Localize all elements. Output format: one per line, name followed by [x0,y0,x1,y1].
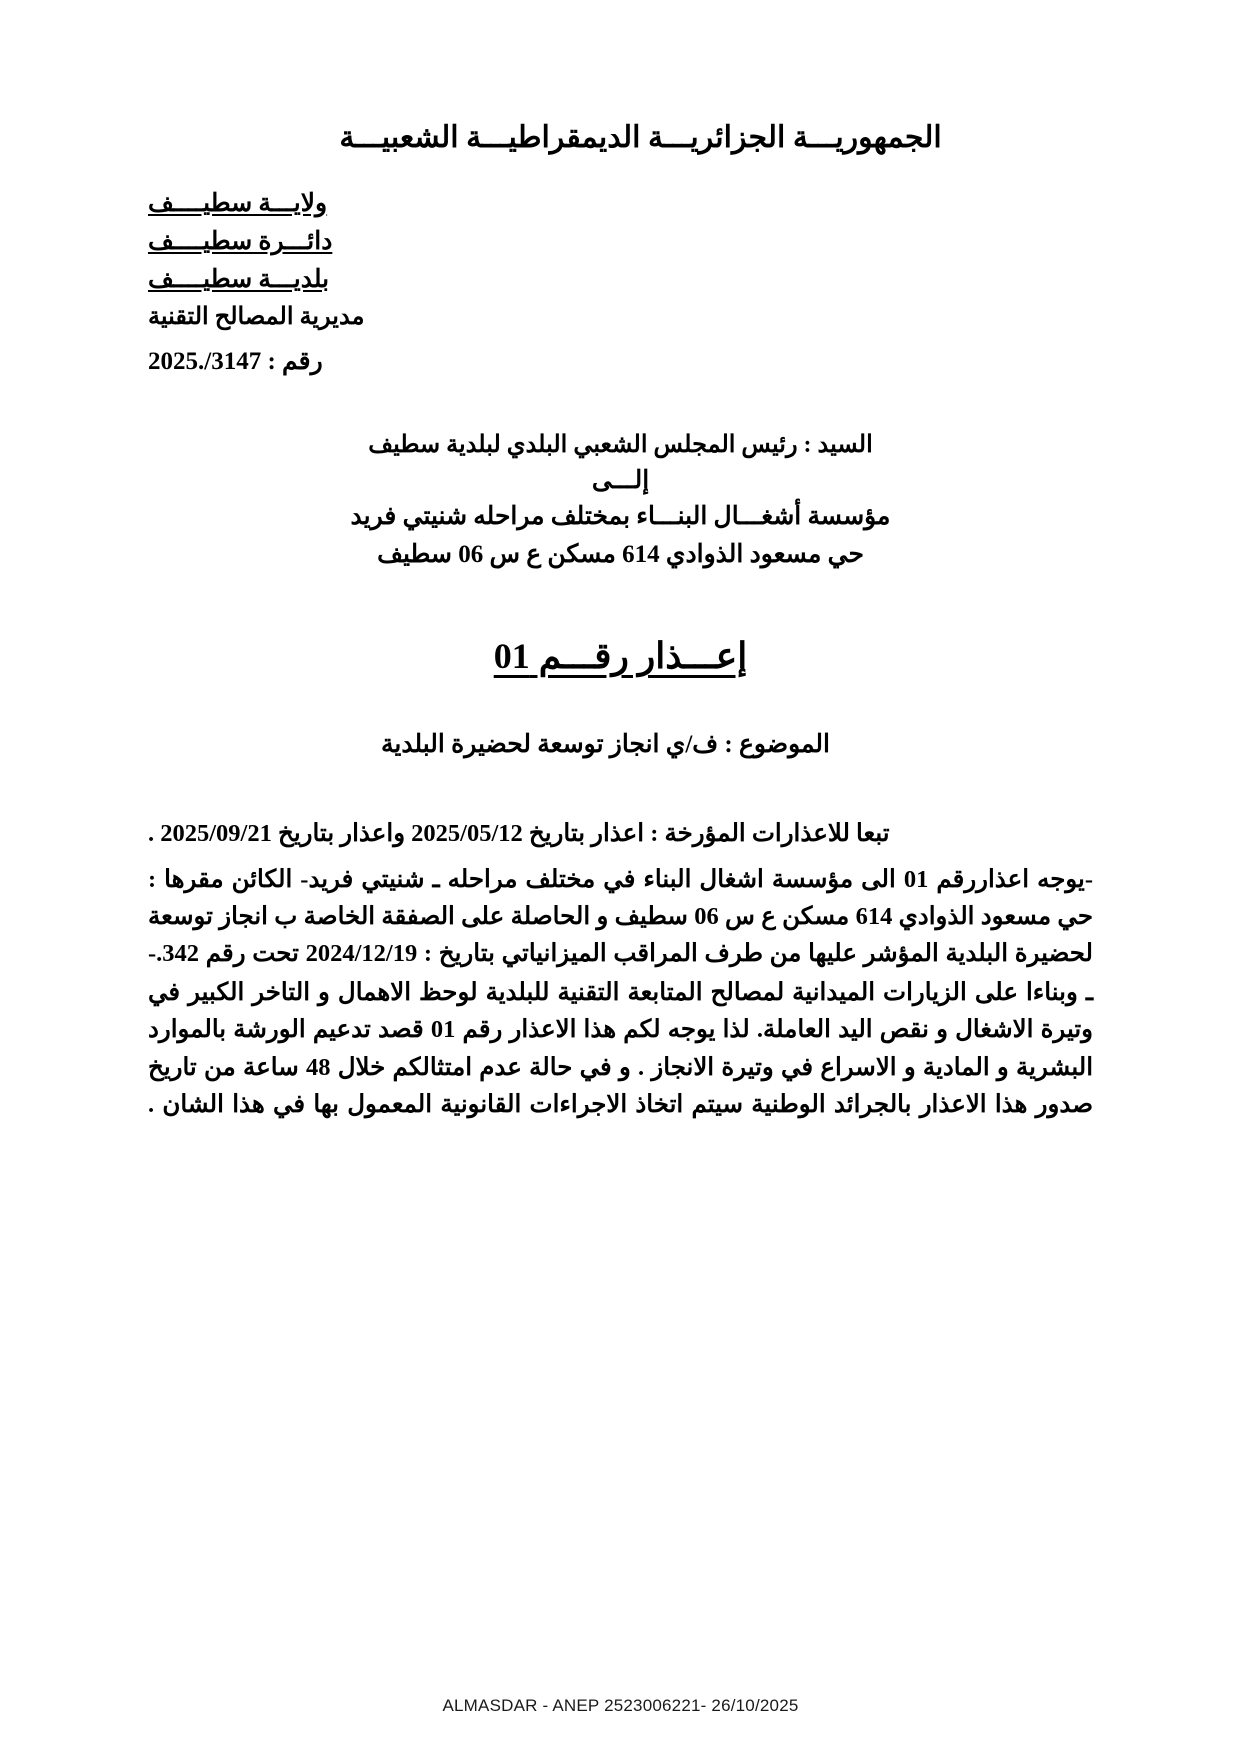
daira-line: دائـــرة سطيــــف [148,227,333,255]
to-word: إلـــى [591,467,650,495]
wilaya-line: ولايـــة سطيــــف [148,189,328,217]
document-title-text: إعـــذار رقـــم 01 [493,636,748,677]
body-paragraph-2: -يوجه اعذاررقم 01 الى مؤسسة اشغال البناء في مختلف مراحله ـ شنيتي فريد- الكائن مقرها : حي مسعود الذوادي 614 مسكن ع س 06 سطيف و الحاصلة على الصفقة الخاصة ب انجاز توسعة لحضيرة البلدية المؤشر عليها من طرف المراقب الميزانياتي بتاريخ : 2024/12/19 تحت رقم 342.- [148,865,1094,967]
sender-line: السيد : رئيس المجلس الشعبي البلدي لبلدية سطيف [368,432,873,459]
recipient-company: مؤسسة أشغـــال البنـــاء بمختلف مراحله شنيتي فريد [350,503,891,531]
addressee-block [148,428,1093,573]
body-paragraph-1: تبعا للاعذارات المؤرخة : اعذار بتاريخ 2025/05/12 واعذار بتاريخ 2025/09/21 . [148,820,890,848]
subject-line: الموضوع : ف/ي انجاز توسعة لحضيرة البلدية [381,731,830,759]
recipient-address: حي مسعود الذوادي 614 مسكن ع س 06 سطيف [377,540,864,568]
page-footer: ALMASDAR - ANEP 2523006221- 26/10/2025 [442,1696,799,1715]
directorate-line: مديرية المصالح التقنية [148,303,365,330]
document-title [148,635,1093,677]
body-paragraph-3: ـ وبناءا على الزيارات الميدانية لمصالح المتابعة التقنية للبلدية لوحظ الاهمال و التاخر الكبير في وتيرة الاشغال و نقص اليد العاملة. لذا يوجه لكم هذا الاعذار رقم 01 قصد تدعيم الورشة بالموارد البشرية و المادية و الاسراع في وتيرة الانجاز . و في حالة عدم امتثالكم خلال 48 ساعة من تاريخ صدور هذا الاعذار بالجرائد الوطنية سيتم اتخاذ الاجراءات القانونية المعمول بها في هذا الشان . [148,979,1093,1118]
republic-title: الجمهوريـــة الجزائريـــة الديمقراطيـــة الشعبيـــة [339,121,942,154]
organization-block [148,185,1093,381]
document-body [148,815,1093,1123]
baladiya-line: بلديـــة سطيــــف [148,265,330,293]
reference-number: رقم : 3147/.2025 [148,347,323,375]
